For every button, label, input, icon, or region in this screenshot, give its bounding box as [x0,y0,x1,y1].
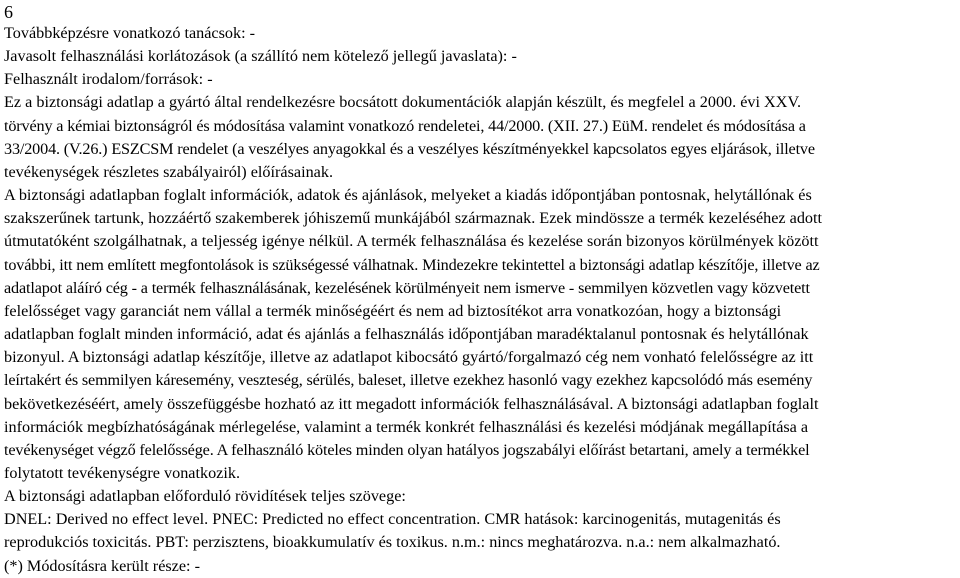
paragraph-disclaimer-line-11: információk megbízhatóságának mérlegelése, valamint a termék konkrét felhasználási és kezelési módjának megállapítása a [4,417,809,436]
heading-literature-sources: Felhasznált irodalom/források: - [4,70,213,89]
paragraph-disclaimer-line-9: leírtakért és semmilyen káresemény, veszteség, sérülés, baleset, illetve ezekhez hasonló vagy ezekhez kapcsolódó más esemény [4,371,813,390]
heading-recommended-restrictions: Javasolt felhasználási korlátozások (a szállító nem kötelező jellegű javaslata): - [4,47,517,66]
paragraph-disclaimer-line-10: bekövetkezéséért, amely összefüggésbe hozható az itt megadott információk felhasználásával. A biztonsági adatlapban foglalt [4,394,819,413]
paragraph-disclaimer-line-13: folytatott tevékenységre vonatkozik. [4,463,240,482]
abbreviations-heading: A biztonsági adatlapban előforduló rövidítések teljes szövege: [4,487,406,506]
page-number: 6 [4,2,13,22]
document-page [4,2,956,578]
paragraph-disclaimer-line-8: bizonyul. A biztonsági adatlap készítője, illetve az adatlapot kibocsátó gyártó/forgalmazó cég nem vonható felelősségre az itt [4,348,814,367]
paragraph-legal-basis-line-1: Ez a biztonsági adatlap a gyártó által rendelkezésre bocsátott dokumentációk alapján készült, és megfelel a 2000. évi XXV. [4,93,802,112]
paragraph-disclaimer-line-1: A biztonsági adatlapban foglalt információk, adatok és ajánlások, melyeket a kiadás időpontjában pontosnak, helytállónak és [4,186,812,205]
paragraph-legal-basis-line-3: 33/2004. (V.26.) ESZCSM rendelet (a veszélyes anyagokkal és a veszélyes készítményekkel kapcsolatos egyes eljárások, illetve [4,139,815,158]
paragraph-disclaimer-line-6: felelősséget vagy garanciát nem vállal a termék minőségéért és nem ad biztosítékot arra vonatkozóan, hogy a biztonsági [4,301,782,320]
paragraph-legal-basis-line-4: tevékenységek részletes szabályairól) előírásainak. [4,162,333,181]
paragraph-disclaimer-line-4: további, itt nem említett megfontolások is szükségessé válhatnak. Mindezekre tekintettel a biztonsági adatlap készítője, illetve az [4,255,820,274]
paragraph-disclaimer-line-3: útmutatóként szolgálhatnak, a teljesség igénye nélkül. A termék felhasználása és kezelése során bizonyos körülmények között [4,232,819,251]
abbreviations-line-2: reprodukciós toxicitás. PBT: perzisztens, bioakkumulatív és toxikus. n.m.: nincs meghatározva. n.a.: nem alkalmazható. [4,533,781,552]
paragraph-disclaimer-line-5: adatlapot aláíró cég - a termék felhasználásának, kezelésének körülményeit nem ismerve - semmilyen közvetlen vagy közvetett [4,278,810,297]
paragraph-disclaimer-line-7: adatlapban foglalt minden információ, adat és ajánlás a felhasználás időpontjában maradéktalanul pontosnak és helytállónak [4,325,809,344]
heading-further-training-advice: Továbbképzésre vonatkozó tanácsok: - [4,24,256,42]
paragraph-legal-basis-line-2: törvény a kémiai biztonságról és módosítása valamint vonatkozó rendeletei, 44/2000. (XII. 27.) EüM. rendelet és módosítása a [4,116,806,135]
abbreviations-line-1: DNEL: Derived no effect level. PNEC: Predicted no effect concentration. CMR hatások: karcinogenitás, mutagenitás és [4,510,781,529]
paragraph-disclaimer-line-2: szakszerűnek tartunk, hozzáértő szakemberek jóhiszemű munkájából származnak. Ezek mindössze a termék kezeléséhez adott [4,209,823,228]
paragraph-disclaimer-line-12: tevékenységet végző felelőssége. A felhasználó köteles minden olyan hatályos jogszabályi előírást betartani, amely a termékkel [4,440,810,459]
modified-sections-note: (*) Módosításra került része: - [4,556,200,575]
